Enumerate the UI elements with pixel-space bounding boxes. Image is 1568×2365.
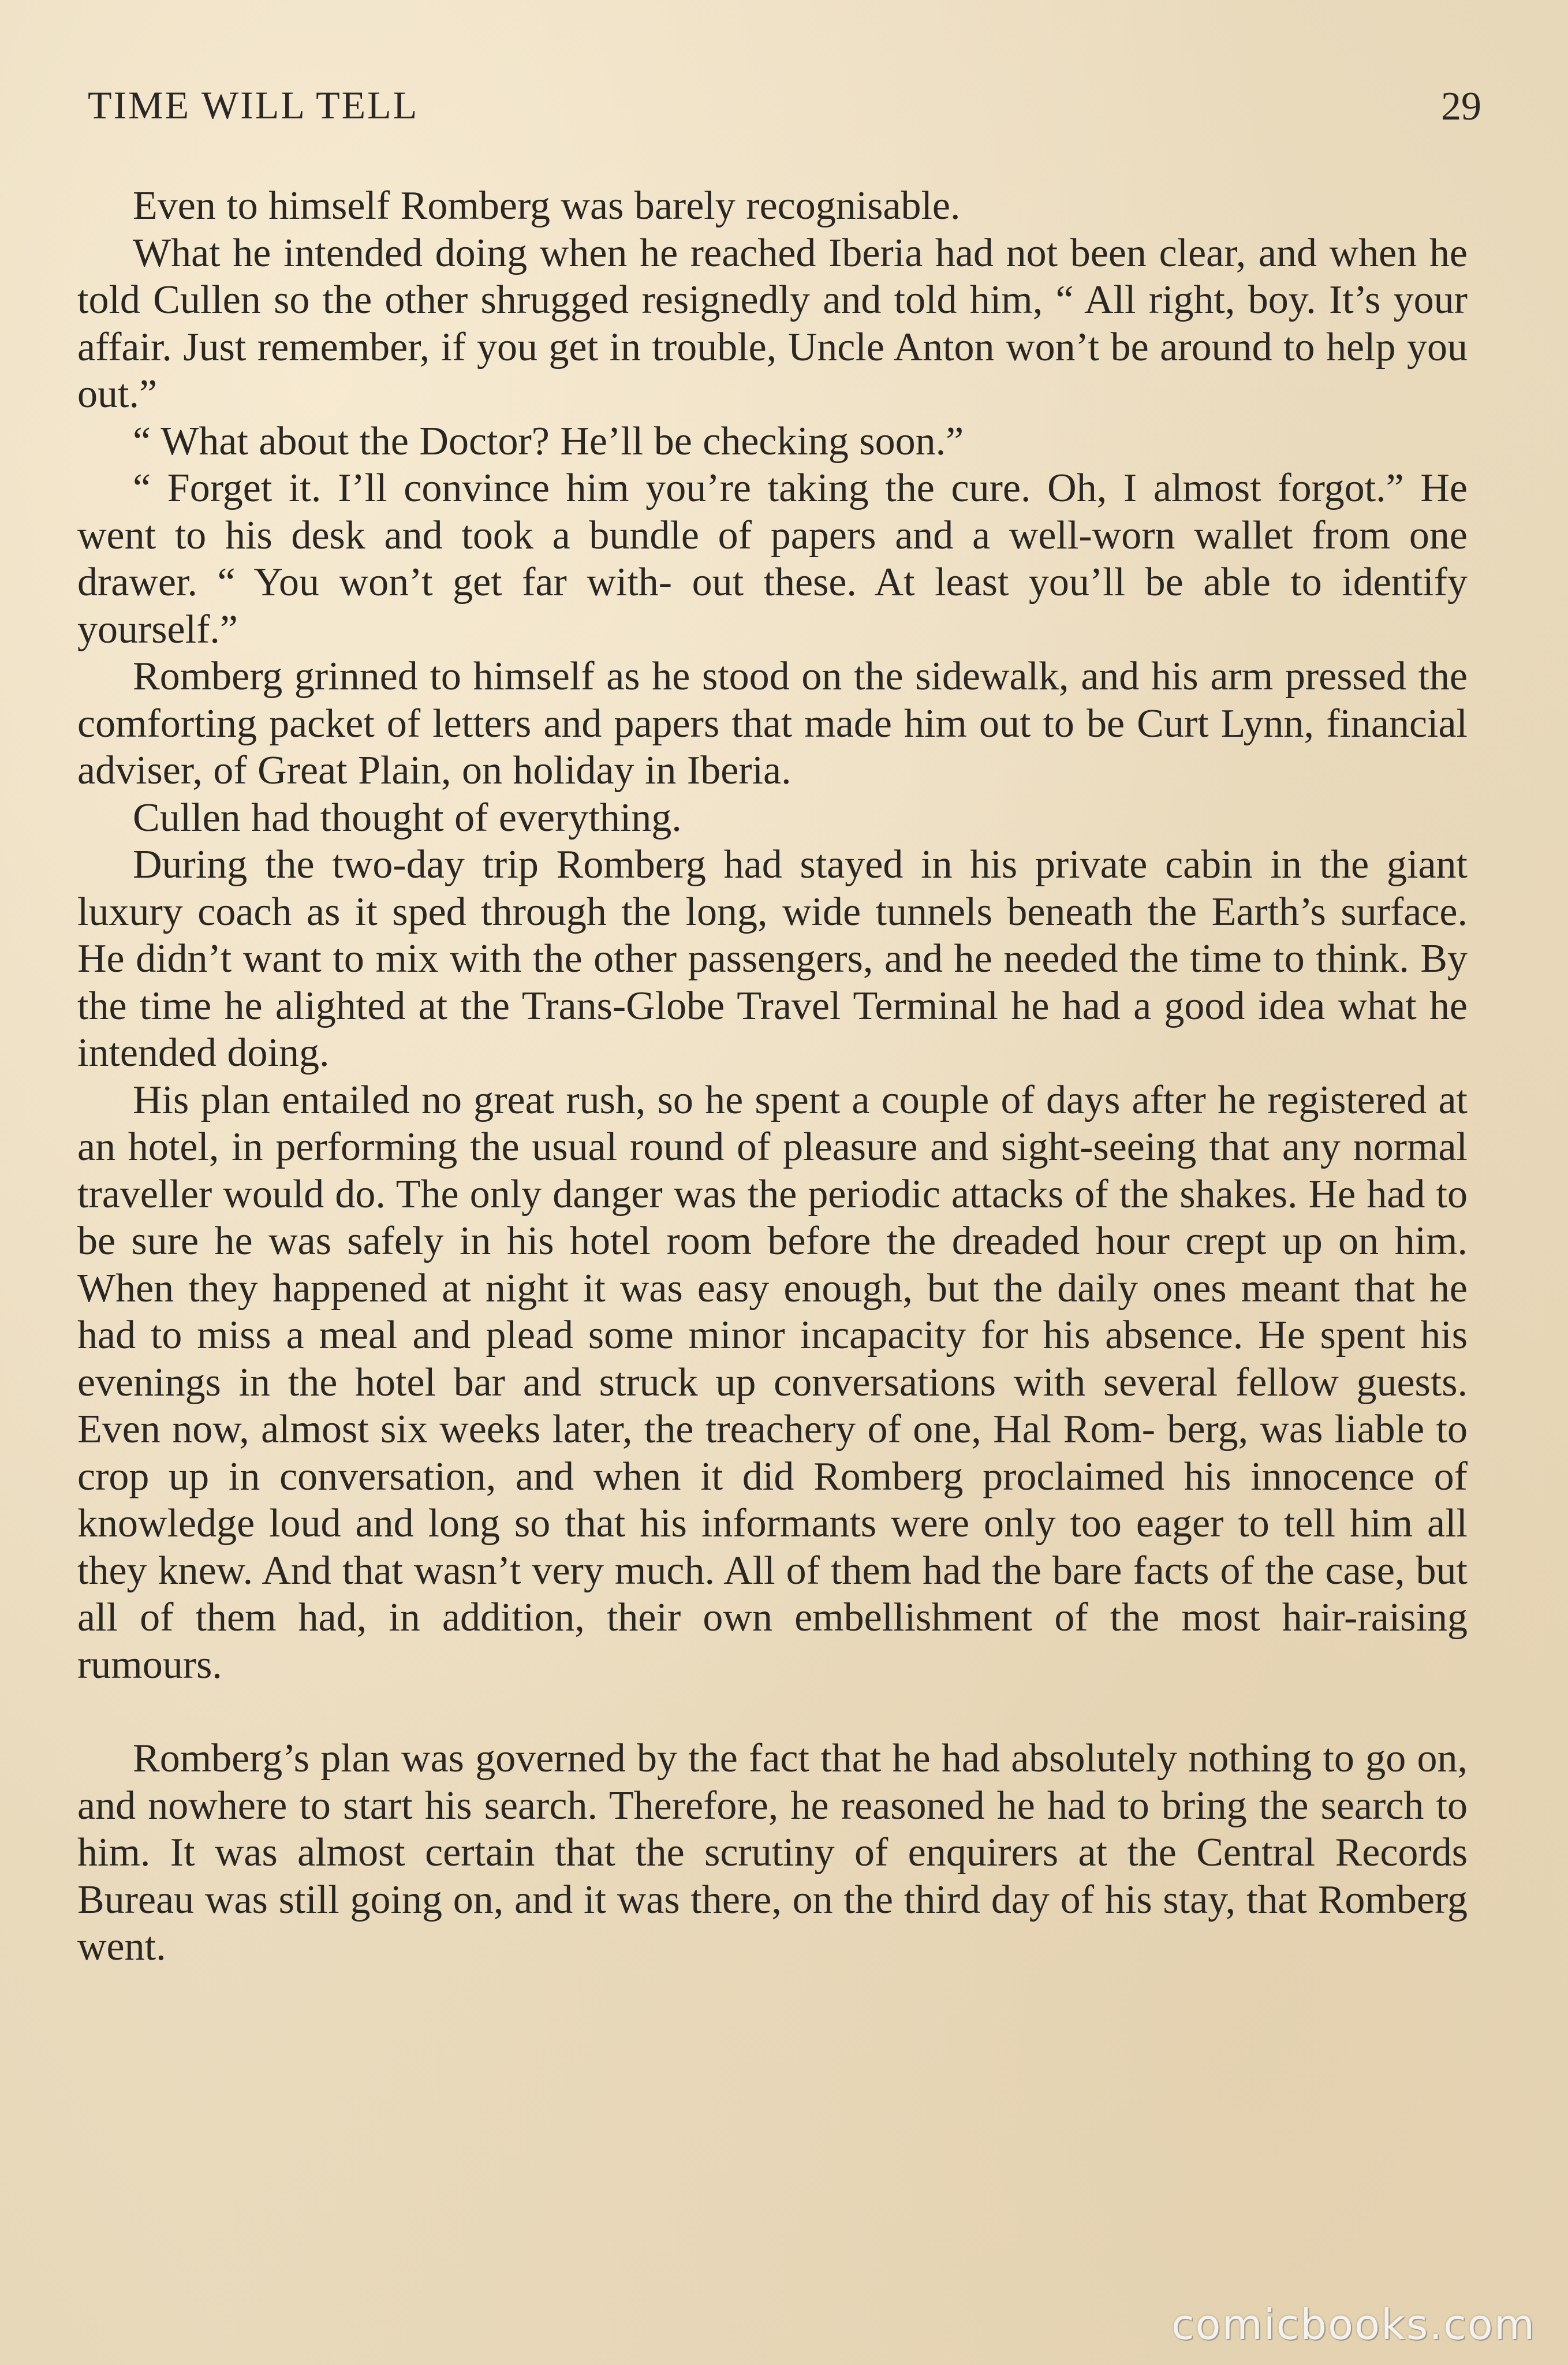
page-number: 29 bbox=[1441, 84, 1481, 129]
paragraph: His plan entailed no great rush, so he spent a couple of days after he registered at an hotel, in performing the usual round of pleasure and sight-seeing that any normal traveller would do. The only danger was the periodic attacks of the shakes. He had to be sure he was safely in his hotel room before the dreaded hour crept up on him. When they happened at night it was easy enough, but the daily ones meant that he had to miss a meal and plead some minor incapacity for his absence. He spent his evenings in the hotel bar and struck up conversations with several fellow guests. Even now, almost six weeks later, the treachery of one, Hal Rom- berg, was liable to crop up in conversation, and when it did Romberg proclaimed his innocence of knowledge loud and long so that his informants were only too eager to tell him all they knew. And that wasn’t very much. All of them had the bare facts of the case, but all of them had, in addition, their own embellishment of the most hair-raising rumours. bbox=[77, 1077, 1468, 1687]
paragraph: What he intended doing when he reached Iberia had not been clear, and when he told Cullen so the other shrugged resignedly and told him, “ All right, boy. It’s your affair. Just remember, if you get in trouble, Uncle Anton won’t be around to help you out.” bbox=[77, 230, 1468, 416]
paragraph: Romberg grinned to himself as he stood on the sidewalk, and his arm pressed the comforting packet of letters and papers that made him out to be Curt Lynn, financial adviser, of Great Plain, on holiday in Iberia. bbox=[77, 654, 1468, 793]
watermark: comicbooks.com bbox=[1171, 2300, 1536, 2349]
paragraph: “ What about the Doctor? He’ll be checking soon.” bbox=[133, 419, 964, 464]
paragraph: During the two-day trip Romberg had stayed in his private cabin in the giant luxury coach as it sped through the long, wide tunnels beneath the Earth’s surface. He didn’t want to mix with the other passengers, and he needed the time to think. By the time he alighted at the Trans-Globe Travel Terminal he had a good idea what he intended doing. bbox=[77, 842, 1468, 1075]
body-text bbox=[77, 182, 1468, 1971]
paragraph: Cullen had thought of everything. bbox=[133, 795, 682, 840]
section-break bbox=[77, 1688, 1468, 1735]
paragraph: “ Forget it. I’ll convince him you’re taking the cure. Oh, I almost forgot.” He went to his desk and took a bundle of papers and a well-worn wallet from one drawer. “ You won’t get far with- out these. At least you’ll be able to identify yourself.” bbox=[77, 466, 1468, 652]
paragraph: Even to himself Romberg was barely recognisable. bbox=[133, 184, 961, 228]
running-title: TIME WILL TELL bbox=[88, 83, 419, 127]
paragraph: Romberg’s plan was governed by the fact that he had absolutely nothing to go on, and nowhere to start his search. Therefore, he reasoned he had to bring the search to him. It was almost certain that the scrutiny of enquirers at the Central Records Bureau was still going on, and it was there, on the third day of his stay, that Romberg went. bbox=[77, 1736, 1468, 1969]
